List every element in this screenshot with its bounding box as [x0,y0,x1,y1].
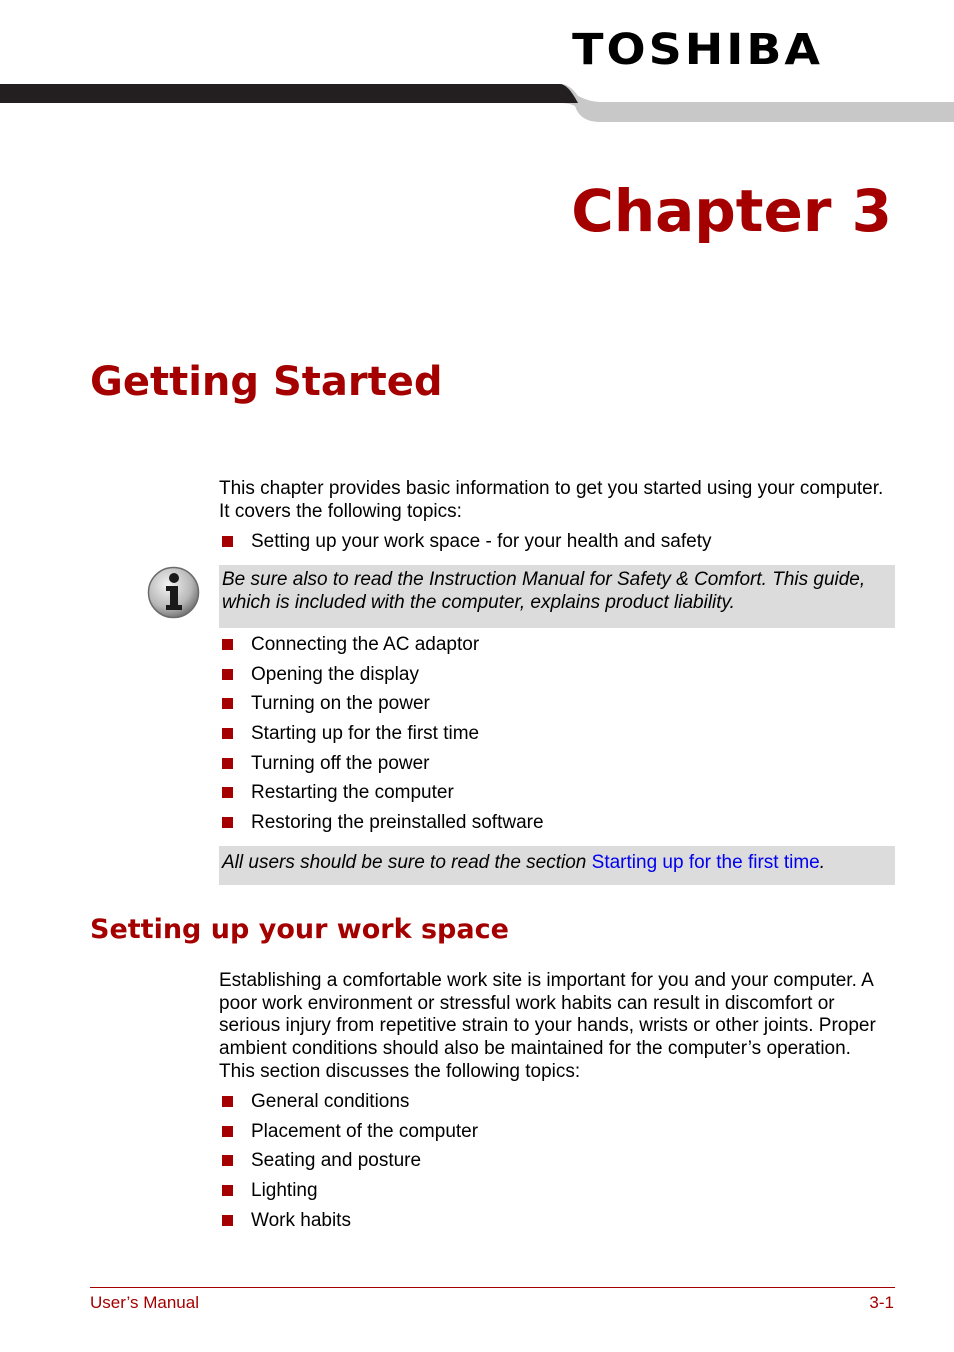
list-item-label: Turning on the power [251,693,430,715]
chapter-title: Chapter 3 [571,177,892,245]
intro-paragraph: This chapter provides basic information to get you started using your computer. It covers the following topics: [219,478,884,522]
bullet-square-icon [222,787,233,798]
footer-manual-title: User’s Manual [90,1293,199,1312]
list-item [219,633,544,663]
list-item-label: Restoring the preinstalled software [251,812,544,834]
bullet-square-icon [222,1185,233,1196]
info-icon [147,566,200,619]
list-item-label: Setting up your work space - for your health and safety [251,531,712,552]
safety-note [219,565,895,628]
list-item [219,752,544,782]
list-item [219,1179,478,1209]
footer-divider [90,1287,895,1288]
footer-page-number: 3-1 [869,1293,894,1312]
workspace-topics-list [219,1090,478,1238]
bullet-square-icon [222,758,233,769]
bullet-square-icon [222,1155,233,1166]
list-item-label: General conditions [251,1091,410,1112]
bullet-square-icon [222,1126,233,1137]
list-item [219,1120,478,1150]
header-band [0,84,954,124]
list-item [219,722,544,752]
topics-list-first [219,530,711,560]
list-item-label: Starting up for the first time [251,723,480,745]
bullet-square-icon [222,1215,233,1226]
bullet-square-icon [222,536,233,547]
workspace-paragraph: Establishing a comfortable work site is important for you and your computer. A poor work environment or stressful work habits can result in discomfort or serious injury from repetitive strain to your hands, wrists or other joints. Proper ambient conditions should also be maintained for the computer’s operation. This section discusses the following topics: [219,970,876,1082]
first-startup-link[interactable]: Starting up for the first time [591,852,820,873]
list-item [219,781,544,811]
topics-list-rest [219,633,544,841]
list-item [219,663,544,693]
toshiba-logo: TOSHIBA [572,24,823,74]
bullet-square-icon [222,639,233,650]
users-note [219,846,895,885]
list-item-label: Seating and posture [251,1150,422,1172]
list-item-label: Opening the display [251,663,419,685]
list-item [219,692,544,722]
list-item [219,1149,478,1179]
bullet-square-icon [222,817,233,828]
list-item [219,811,544,841]
workspace-title: Setting up your work space [90,914,509,945]
users-note-prefix: All users should be sure to read the section [222,852,592,873]
bullet-square-icon [222,698,233,709]
list-item [219,530,711,560]
bullet-square-icon [222,669,233,680]
safety-note-text: Be sure also to read the Instruction Manual for Safety & Comfort. This guide, which is included with the computer, explains product liability. [222,569,866,613]
bullet-square-icon [222,1096,233,1107]
list-item-label: Work habits [251,1209,351,1231]
list-item-label: Lighting [251,1180,318,1202]
section-title: Getting Started [90,359,443,405]
bullet-square-icon [222,728,233,739]
users-note-suffix: . [819,852,826,873]
list-item-label: Connecting the AC adaptor [251,634,480,655]
list-item-label: Restarting the computer [251,782,454,804]
list-item [219,1090,478,1120]
list-item [219,1209,478,1239]
list-item-label: Placement of the computer [251,1120,479,1142]
list-item-label: Turning off the power [251,752,430,774]
